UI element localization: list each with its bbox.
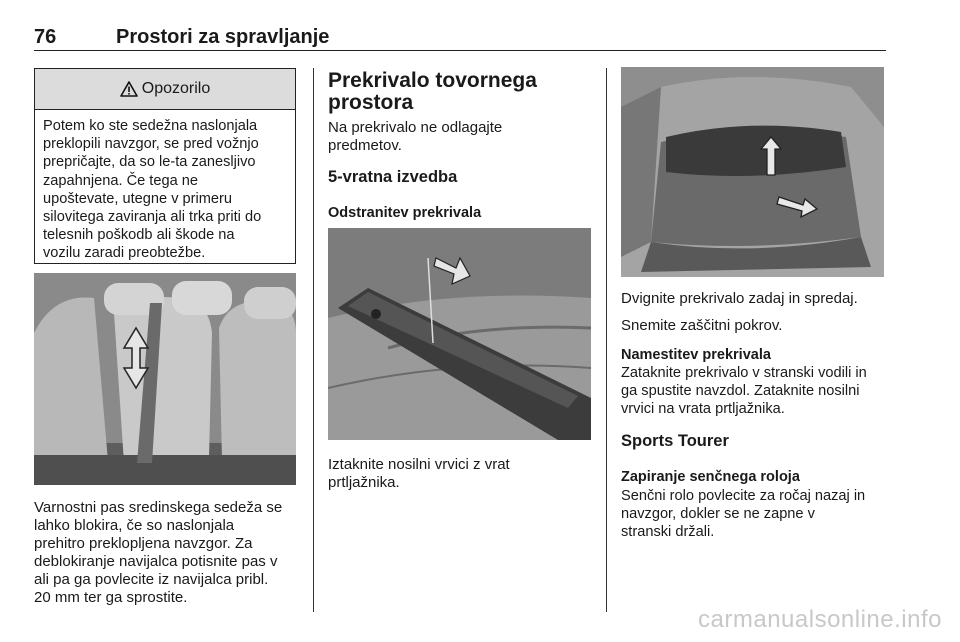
warning-box xyxy=(34,68,296,264)
text-line: navzgor, dokler se ne zapne v xyxy=(621,506,815,522)
text-line: prehitro preklopljena navzgor. Za xyxy=(34,535,253,552)
remove-cap-text: Snemite zaščitni pokrov. xyxy=(621,317,783,334)
text-line: vozilu zaradi preobtežbe. xyxy=(43,245,206,262)
seatbelt-caption xyxy=(34,499,282,607)
cargo-cover-illustration xyxy=(621,67,884,277)
cord-caption xyxy=(328,456,510,492)
warning-triangle-icon xyxy=(120,81,138,97)
text-line: ali pa ga povlecite iz navijalca pribl. xyxy=(34,571,269,588)
text-line: telesnih poškodb ali škode na xyxy=(43,227,235,244)
warning-text xyxy=(35,110,295,263)
text-line: Senčni rolo povlecite za ročaj nazaj in xyxy=(621,488,866,504)
text-line: silovitega zaviranja ali trka priti do xyxy=(43,209,262,226)
subheading-install-cover: Namestitev prekrivala xyxy=(621,347,771,363)
chapter-title: Prostori za spravljanje xyxy=(116,26,330,48)
watermark: carmanualsonline.info xyxy=(698,606,942,633)
text-line: upoštevate, utegne v primeru xyxy=(43,190,233,207)
text-line: Prekrivalo tovornega xyxy=(328,69,537,92)
text-line: vrvici na vrata prtljažnika. xyxy=(621,401,785,417)
install-text xyxy=(621,364,867,418)
column-divider xyxy=(313,68,314,612)
text-line: Iztaknite nosilni vrvici z vrat xyxy=(328,456,510,473)
text-line: Na prekrivalo ne odlagajte xyxy=(328,119,503,136)
intro-text xyxy=(328,119,502,155)
page-number: 76 xyxy=(34,26,57,48)
text-line: prepričajte, da so le-ta zanesljivo xyxy=(43,154,256,171)
text-line: deblokiranje navijalca potisnite pas v xyxy=(34,553,278,570)
warning-header xyxy=(35,69,295,110)
text-line: Zataknite prekrivalo v stranski vodili in xyxy=(621,365,867,381)
text-line: prtljažnika. xyxy=(328,474,400,491)
text-line: stranski držali. xyxy=(621,524,715,540)
text-line: Varnostni pas sredinskega sedeža se xyxy=(34,499,283,516)
column-divider xyxy=(606,68,607,612)
page-header xyxy=(34,20,886,51)
subheading-sports-tourer: Sports Tourer xyxy=(621,432,729,450)
text-line: prostora xyxy=(328,91,414,114)
text-line: 20 mm ter ga sprostite. xyxy=(34,589,188,606)
rear-seats-illustration xyxy=(34,273,296,485)
text-line: ga spustite navzdol. Zataknite nosilni xyxy=(621,383,860,399)
tailgate-cord-illustration xyxy=(328,228,591,440)
warning-title: Opozorilo xyxy=(141,80,211,97)
lift-cover-text: Dvignite prekrivalo zadaj in spredaj. xyxy=(621,290,858,307)
roller-text xyxy=(621,487,865,541)
subheading-close-roller: Zapiranje senčnega roloja xyxy=(621,469,800,485)
text-line: lahko blokira, če so naslonjala xyxy=(34,517,235,534)
subheading-remove-cover: Odstranitev prekrivala xyxy=(328,205,482,221)
subheading-5-door: 5-vratna izvedba xyxy=(328,168,458,186)
text-line: Potem ko ste sedežna naslonjala xyxy=(43,118,258,134)
text-line: zapahnjena. Če tega ne xyxy=(43,172,198,189)
section-title xyxy=(328,70,537,114)
text-line: preklopili navzgor, se pred vožnjo xyxy=(43,136,259,153)
text-line: predmetov. xyxy=(328,137,402,154)
